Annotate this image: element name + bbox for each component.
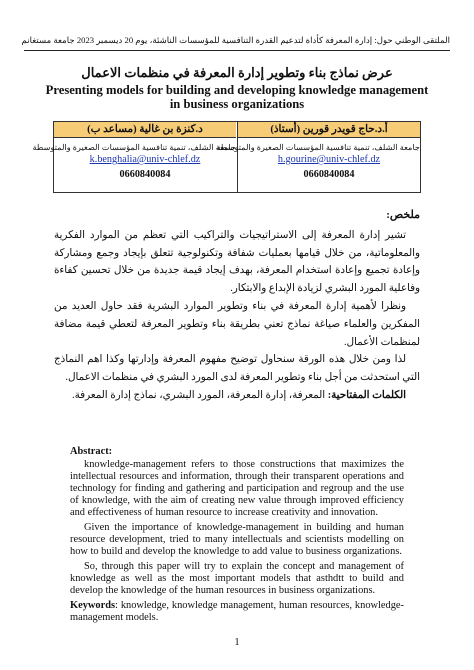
abstract-english-paragraph: knowledge-management refers to those constructions that maximizes the intellectual resources and information, through their transparent operations and technology for finding and gathering and participation and regroup and the use of knowledge, with the aim of creating new value through improved efficiency and effectiveness of human resource to increase creativity and innovation. [70,459,404,518]
abstract-arabic-paragraph: تشير إدارة المعرفة إلى الاستراتيجيات والتراكيب التي تعظم من الموارد الفكرية والمعلوماتية، من خلال قيامها بعمليات شفافة وتكنولوجية تتعلق بإيجاد وجمع ومشاركة وإعادة تجميع وإعادة استخدام المعرفة، بهدف إيجاد قيمة جديدة من خلال تحسين كفاءة وفاعلية المورد البشري لزيادة الإبداع والابتكار. [54,229,420,295]
author-card-2 [32,122,236,192]
title-arabic: عرض نماذج بناء وتطوير إدارة المعرفة في منظمات الاعمال [81,65,393,80]
author-phone: 0660840084 [303,169,355,180]
author-phone: 0660840084 [119,169,171,180]
authors-table [32,121,421,193]
abstract-english-paragraph: So, through this paper will try to explain the concept and management of knowledge as well as the most important models that asthdtt to build and develop the knowledge of the human resources in business organizations. [70,561,404,596]
keywords-english-text: : knowledge, knowledge management, human resources, knowledge-management models. [70,600,404,623]
title-english: Presenting models for building and developing knowledge management in business organizations [45,83,429,111]
author-affiliation: جامعة الشلف، تنمية تنافسية المؤسسات الصغيرة والمتوسطة [216,143,420,152]
abstract-english [70,446,404,624]
abstract-arabic [54,207,420,405]
conference-header: الملتقى الوطني حول: إدارة المعرفة كأداة لتدعيم القدرة التنافسية للمؤسسات الناشئة، يوم 20 ديسمبر 2023 جامعة مستغانم [21,35,450,45]
author-affiliation: جامعة الشلف، تنمية تنافسية المؤسسات الصغيرة والمتوسطة [32,143,236,152]
abstract-arabic-heading: ملخص: [386,209,420,221]
keywords-english-label: Keywords [70,600,116,611]
author-email-link[interactable]: h.gourine@univ-chlef.dz [277,154,381,165]
author-email-link[interactable]: k.benghalia@univ-chlef.dz [89,154,201,165]
author-name: د.كنزة بن غالية (مساعد ب) [54,122,236,138]
abstract-english-paragraph: Given the importance of knowledge-management in building and human resource development, tried to many intellectuals and scientists modelling on how to build and develop the knowledge to add value to business organizations. [70,522,404,557]
page-number: 1 [234,637,240,648]
abstract-english-heading: Abstract: [70,446,113,457]
author-name: أ.د.حاج قويدر قورين (أستاذ) [238,122,420,138]
keywords-arabic-label: الكلمات المفتاحية: [327,389,406,401]
header-divider [24,50,450,51]
abstract-arabic-paragraph: ونظرا لأهمية إدارة المعرفة في بناء وتطوير الموارد البشرية فقد حاول العديد من المفكرين والعلماء صياغة نماذج تعني بطريقة بناء وتطوير المعرفة لتعطي قيمة مضافة لمنظمات الأعمال. [54,300,420,348]
keywords-english [70,600,404,624]
author-card-1 [216,122,420,192]
keywords-arabic-text: المعرفة، إدارة المعرفة، المورد البشري، نماذج إدارة المعرفة. [72,389,326,401]
abstract-arabic-paragraph: لذا ومن خلال هذه الورقة سنحاول توضيح مفهوم المعرفة وإدارتها وكذا اهم النماذج التي استحدثت من أجل بناء وتطوير المعرفة لدى المورد البشري في منظمات الاعمال. [54,354,420,384]
keywords-arabic [54,387,420,405]
